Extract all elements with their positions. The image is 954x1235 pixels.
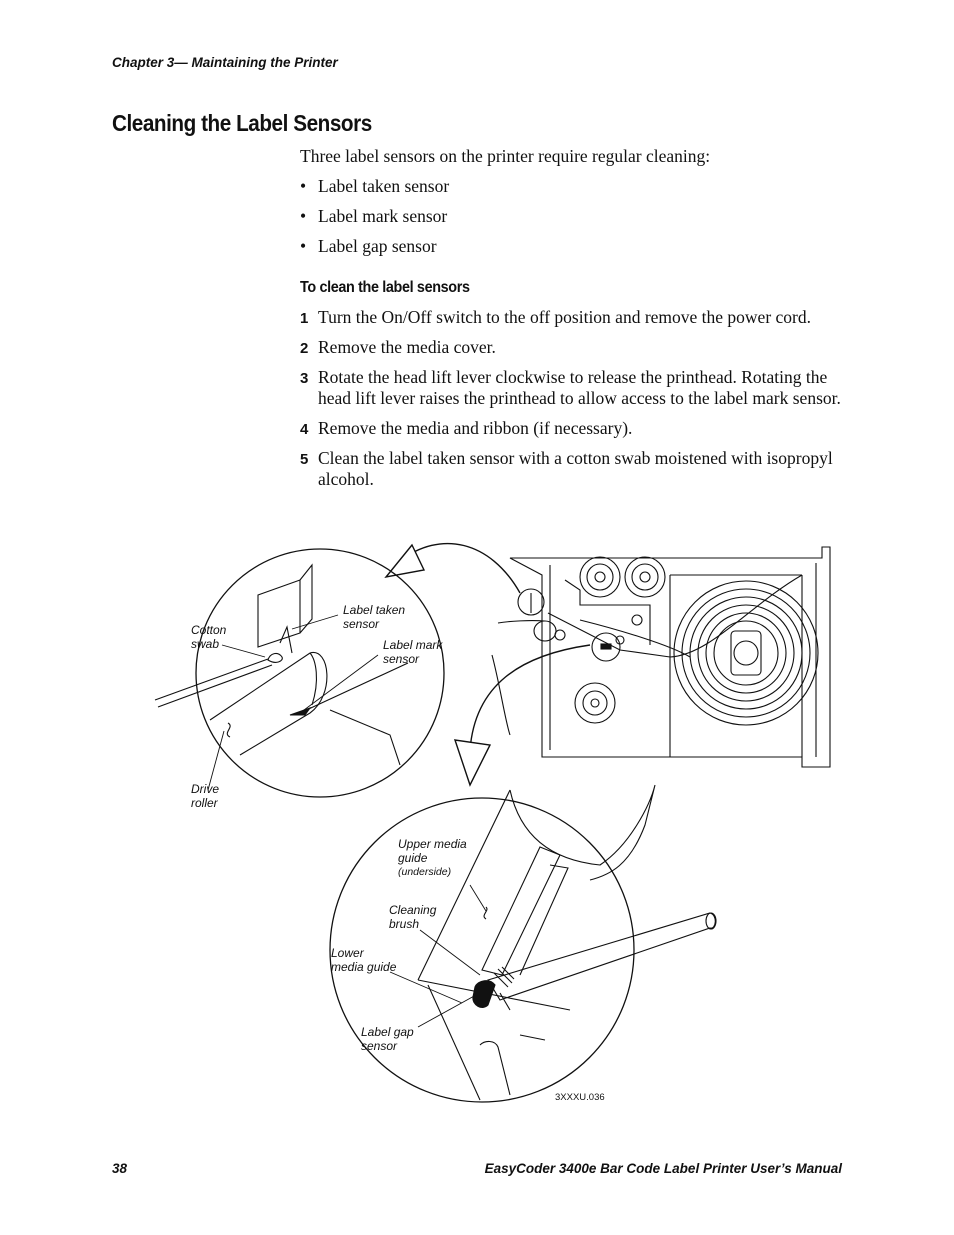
procedure-step (300, 418, 852, 439)
step-number: 2 (300, 340, 309, 357)
callout-upper-media-guide: Upper media guide (underside) (398, 837, 467, 878)
callout-label-gap-sensor: Label gap sensor (361, 1025, 414, 1053)
procedure-step (300, 367, 852, 409)
sensor-list (300, 176, 852, 257)
page-number: 38 (112, 1161, 128, 1176)
procedure-step (300, 307, 852, 328)
step-number: 4 (300, 421, 309, 438)
figure-id: 3XXXU.036 (555, 1092, 605, 1103)
step-text: Rotate the head lift lever clockwise to release the printhead. Rotating the head lift lever raises the printhead to allow access to the label mark sensor. (318, 367, 841, 408)
step-number: 3 (300, 370, 309, 387)
procedure-step (300, 337, 852, 358)
procedure-heading: To clean the label sensors (300, 279, 470, 296)
sensor-label: Label gap sensor (318, 236, 437, 256)
intro-paragraph: Three label sensors on the printer require regular cleaning: (300, 146, 711, 166)
callout-cleaning-brush: Cleaning brush (389, 903, 437, 931)
step-number: 5 (300, 451, 309, 468)
callout-drive-roller: Drive roller (191, 782, 220, 810)
step-text: Clean the label taken sensor with a cotton swab moistened with isopropyl alcohol. (318, 448, 833, 489)
step-text: Remove the media cover. (318, 337, 496, 357)
sensor-list-item: • Label taken sensor (300, 176, 450, 196)
callout-lower-media-guide: Lower media guide (331, 946, 397, 974)
label-gap-sensor-detail (330, 785, 716, 1102)
manual-title: EasyCoder 3400e Bar Code Label Printer User’s Manual (484, 1161, 842, 1176)
sensor-label: Label taken sensor (318, 176, 450, 196)
section-title: Cleaning the Label Sensors (112, 110, 372, 136)
procedure-steps (300, 307, 852, 490)
sensor-list-item: • Label mark sensor (300, 206, 448, 226)
sensor-list-item: • Label gap sensor (300, 236, 437, 256)
sensor-label: Label mark sensor (318, 206, 448, 226)
running-header: Chapter 3— Maintaining the Printer (112, 55, 338, 70)
step-number: 1 (300, 310, 309, 327)
sensor-cleaning-figure (150, 535, 850, 1110)
step-text: Remove the media and ribbon (if necessary). (318, 418, 633, 438)
procedure-step (300, 448, 852, 490)
callout-cotton-swab: Cotton swab (191, 623, 227, 651)
callout-label-mark-sensor: Label mark sensor (383, 638, 443, 666)
label-taken-sensor-detail (155, 549, 444, 797)
step-text: Turn the On/Off switch to the off position and remove the power cord. (318, 307, 811, 327)
body-column (300, 146, 852, 499)
printer-illustration (150, 535, 850, 1110)
callout-label-taken-sensor: Label taken sensor (343, 603, 406, 631)
